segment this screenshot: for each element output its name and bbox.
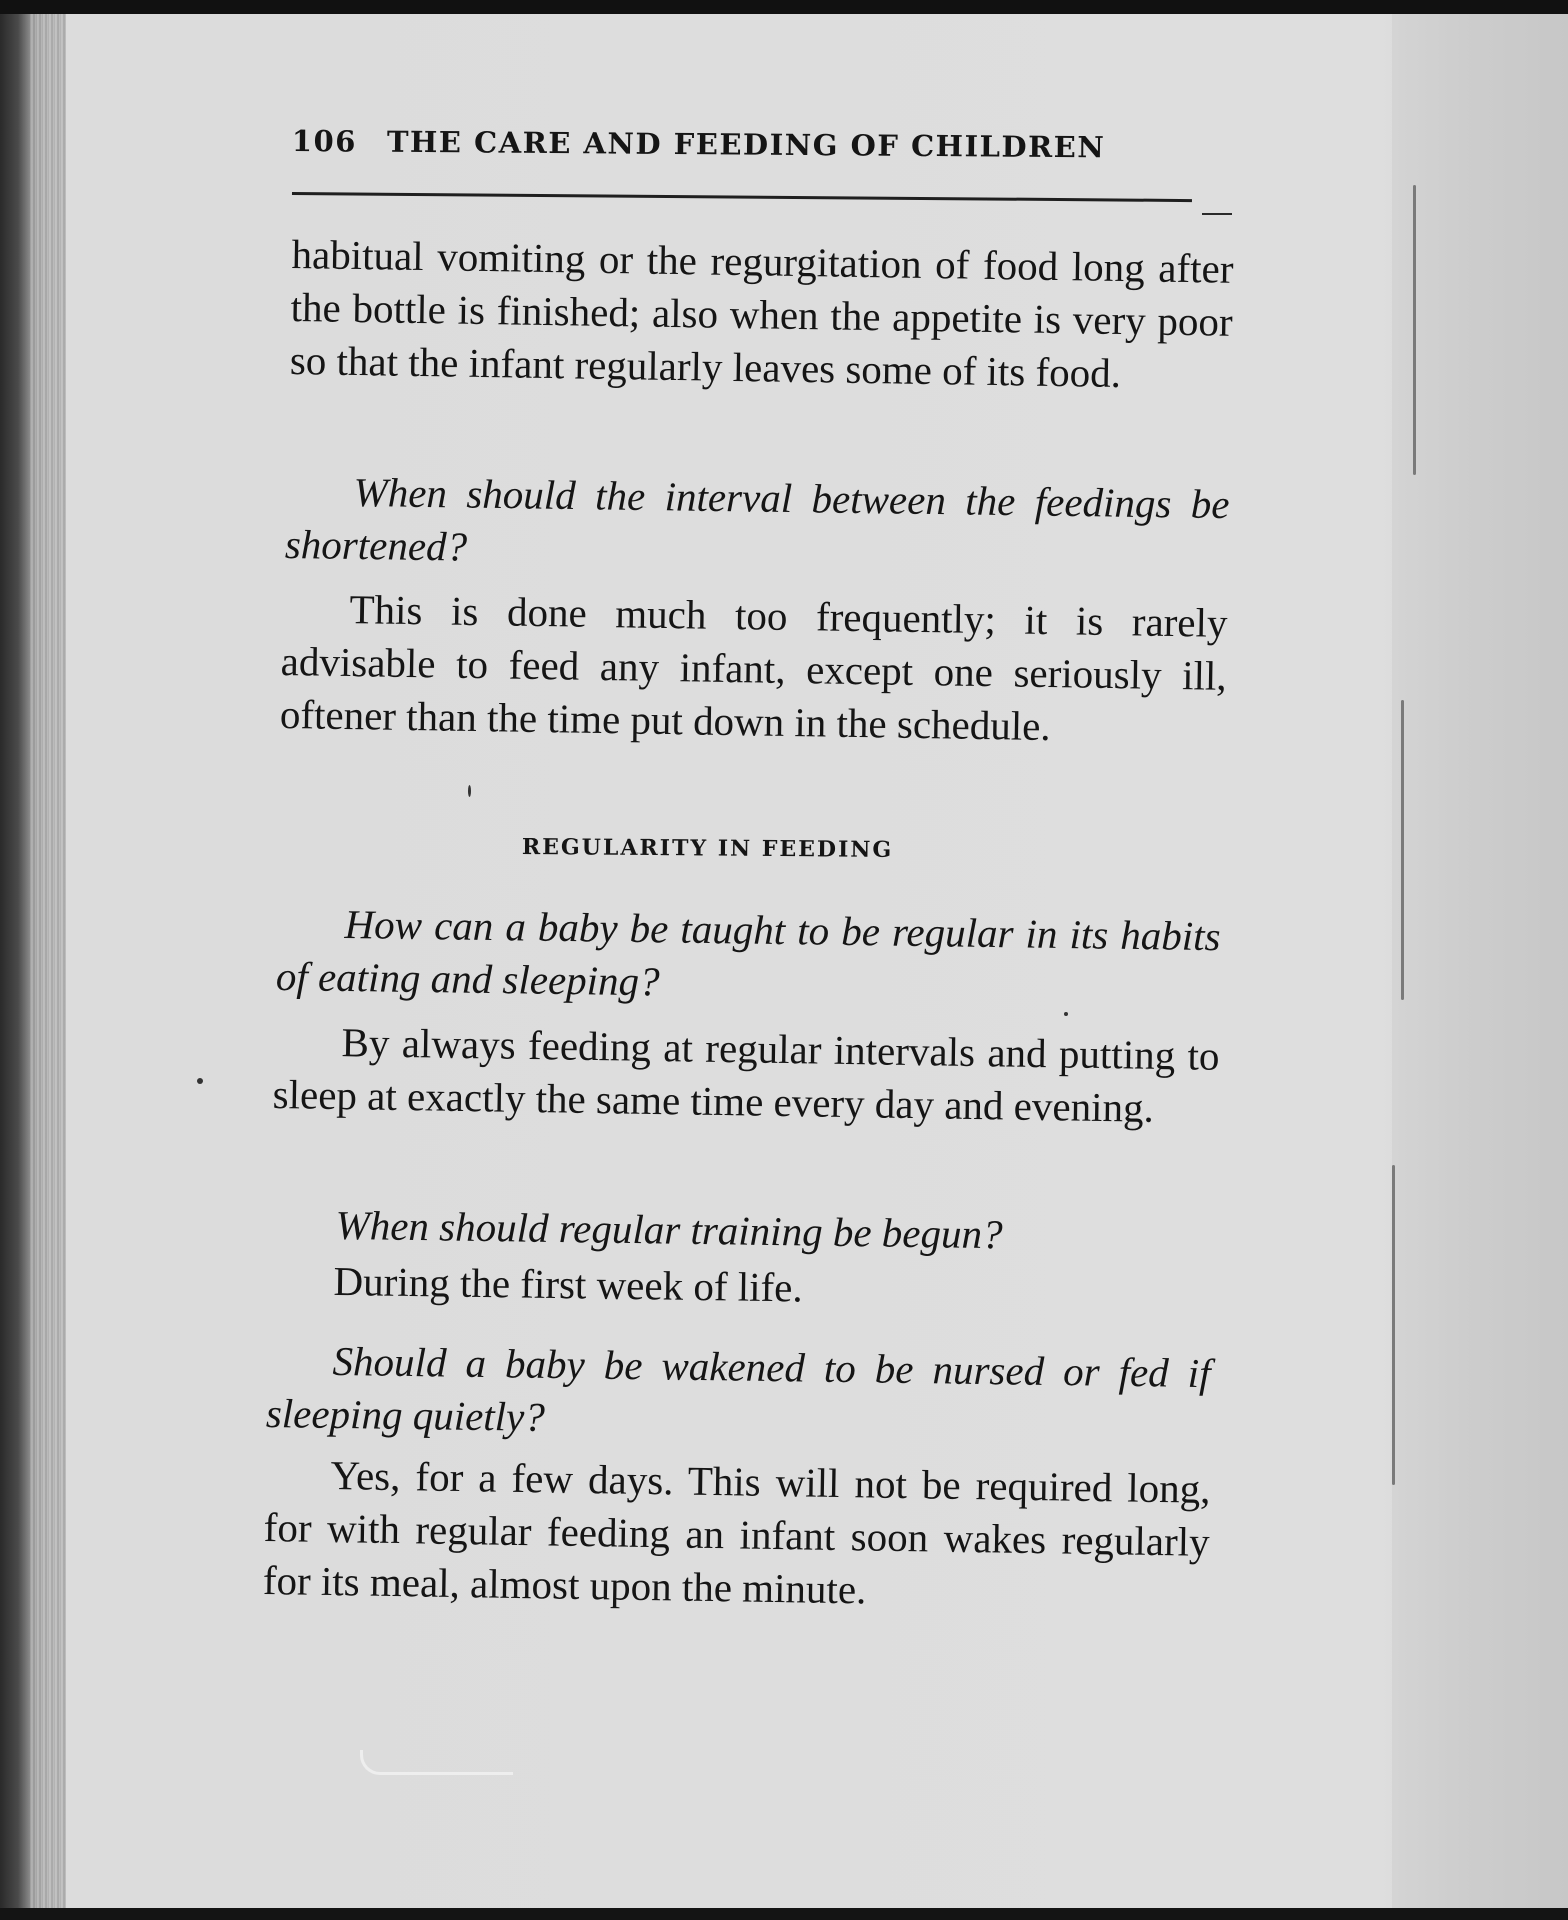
page-number: 106	[291, 124, 358, 159]
paragraph-continuation: habitual vomiting or the regurgitation of food long after the bottle is finished; also when the appetite is very poor so that the infant regularly leaves some of its food.	[289, 230, 1234, 397]
question-interval-shortening: When should the interval between the feedings be shortened?	[284, 468, 1230, 570]
question-waking-baby: Should a baby be wakened to be nursed or fed if sleeping quietly?	[265, 1337, 1211, 1440]
question-training-start: When should regular training be begun?	[335, 1201, 1003, 1258]
answer-training-start: During the first week of life.	[333, 1257, 803, 1311]
pencil-mark	[360, 1750, 513, 1775]
running-title: THE CARE AND FEEDING OF CHILDREN	[386, 124, 1106, 165]
stray-ink-mark	[197, 1078, 203, 1084]
answer-waking-baby: Yes, for a few days. This will not be required long, for with regular feeding an infant soon wakes regularly for its meal, almost upon the minute.	[262, 1452, 1211, 1613]
answer-regular-habits: By always feeding at regular intervals and putting to sleep at exactly the same time every day and evening.	[272, 1019, 1220, 1131]
header-rule	[292, 192, 1192, 202]
answer-interval-shortening: This is done much too frequently; it is rarely advisable to feed any infant, except one seriously ill, oftener than the time put down in the schedule.	[279, 586, 1228, 750]
running-header	[292, 124, 1242, 165]
stray-ink-mark	[1064, 1012, 1068, 1016]
stray-ink-mark	[468, 785, 471, 797]
header-rule-tail	[1202, 213, 1232, 215]
section-heading: REGULARITY IN FEEDING	[521, 834, 894, 863]
question-regular-habits: How can a baby be taught to be regular in its habits of eating and sleeping?	[275, 900, 1221, 1005]
